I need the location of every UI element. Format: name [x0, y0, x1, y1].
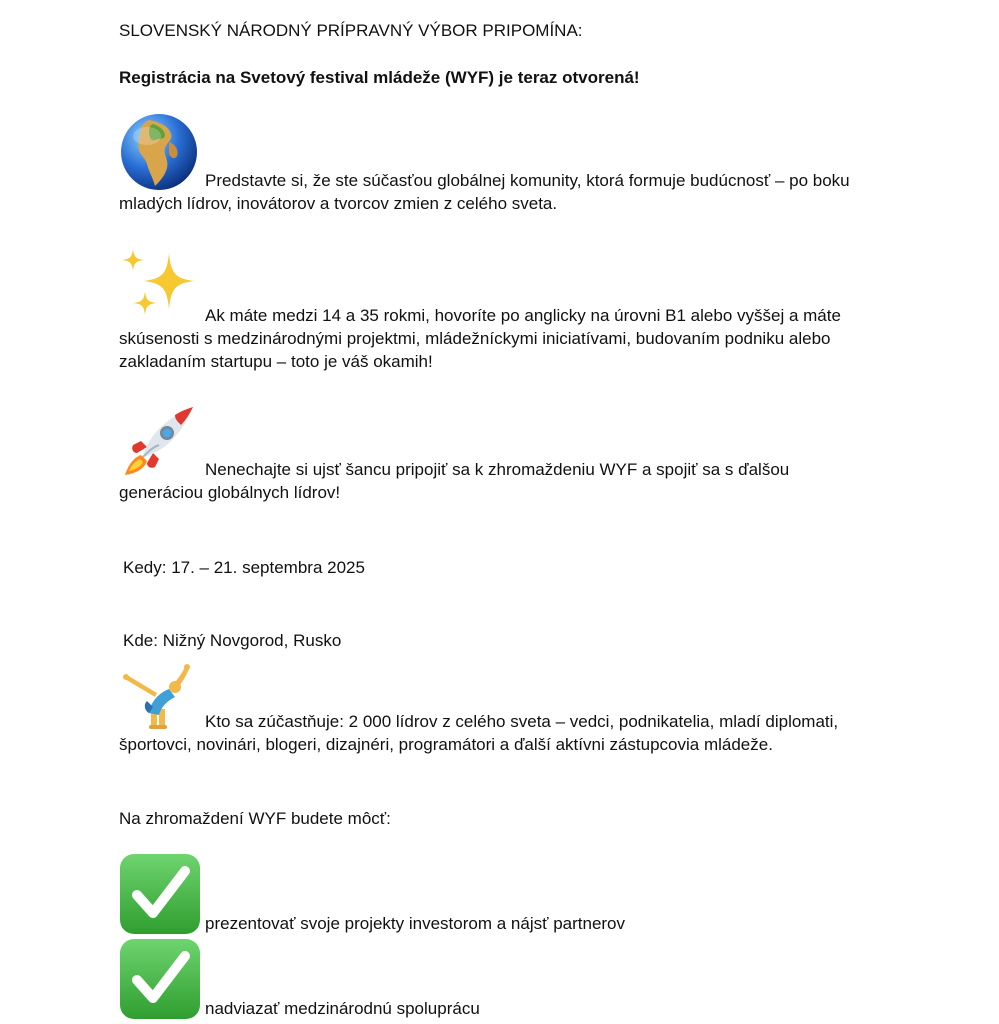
paragraph-globe — [119, 112, 864, 215]
check-mark-button-icon — [119, 938, 201, 1020]
committee-line: SLOVENSKÝ NÁRODNÝ PRÍPRAVNÝ VÝBOR PRIPOMÍNA: — [119, 21, 583, 40]
paragraph-participants — [119, 653, 864, 756]
paragraph-rocket — [119, 401, 864, 504]
benefit-item-text: nadviazať medzinárodnú spoluprácu — [205, 999, 480, 1018]
benefit-item-text: prezentovať svoje projekty investorom a nájsť partnerov — [205, 914, 626, 933]
benefit-item — [119, 938, 480, 1020]
paragraph-participants-text: Kto sa zúčastňuje: 2 000 lídrov z celého sveta – vedci, podnikatelia, mladí diplomati, športovci, novinári, blogeri, dizajnéri, programátori a ďalší aktívni zástupcovia mládeže. — [119, 712, 839, 754]
headline: Registrácia na Svetový festival mládeže (WYF) je teraz otvorená! — [119, 68, 640, 87]
paragraph-sparkles-text: Ak máte medzi 14 a 35 rokmi, hovoríte po anglicky na úrovni B1 alebo vyššej a máte skúsenosti s medzinárodnými projektmi, mládežníckymi iniciatívami, budovaním podniku alebo zakladaním startupu – toto je váš okamih! — [119, 306, 841, 371]
paragraph-globe-text: Predstavte si, že ste súčasťou globálnej komunity, ktorá formuje budúcnosť – po boku mladých lídrov, inovátorov a tvorcov zmien z celého sveta. — [119, 171, 850, 213]
when-line: Kedy: 17. – 21. septembra 2025 — [123, 558, 365, 577]
globe-icon — [119, 112, 199, 192]
paragraph-rocket-text: Nenechajte si ujsť šancu pripojiť sa k zhromaždeniu WYF a spojiť sa s ďalšou generáciou globálnych lídrov! — [119, 460, 790, 502]
benefits-intro: Na zhromaždení WYF budete môcť: — [119, 809, 391, 828]
paragraph-sparkles — [119, 247, 864, 373]
sparkles-icon — [119, 247, 199, 327]
check-mark-button-icon — [119, 853, 201, 935]
where-line: Kde: Nižný Novgorod, Rusko — [123, 631, 342, 650]
cartwheel-person-icon — [119, 653, 199, 733]
benefit-item — [119, 853, 625, 935]
rocket-icon — [119, 401, 199, 481]
